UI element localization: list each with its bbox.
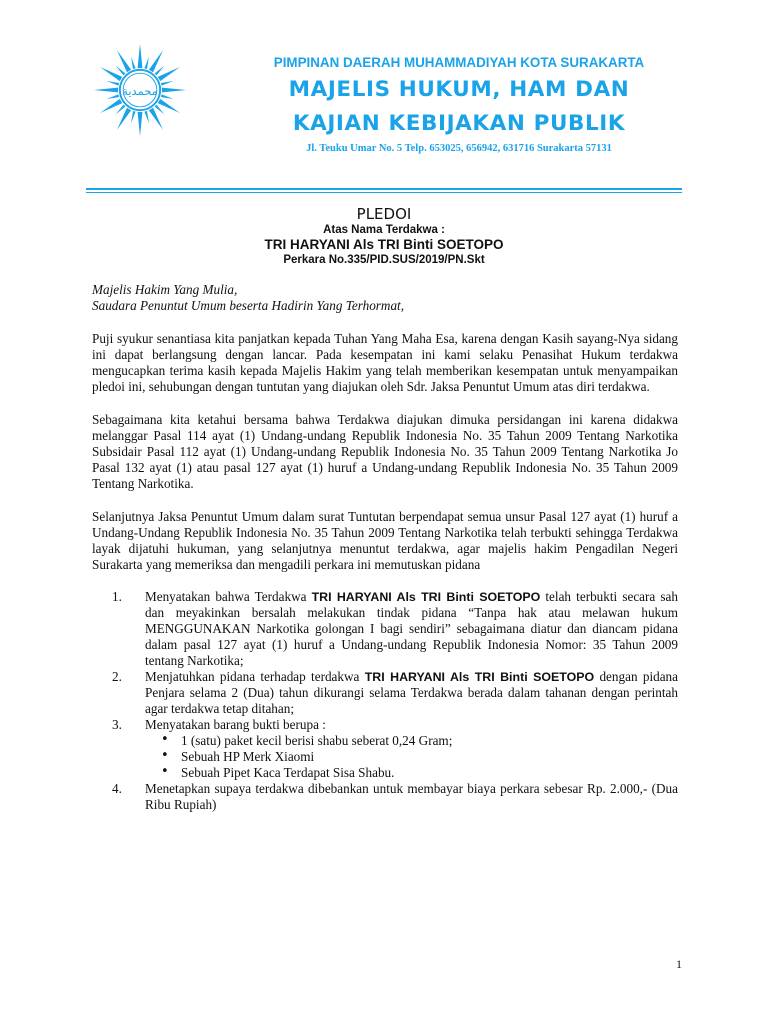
defendant-name-inline: TRI HARYANI Als TRI Binti SOETOPO	[311, 590, 541, 604]
logo-ray	[138, 112, 143, 136]
list-item: 1. Menyatakan bahwa Terdakwa TRI HARYANI Als TRI Binti SOETOPO telah terbukti secara sah dan meyakinkan bersalah melakukan tindak pidana “Tanpa hak atau melawan hukum MENGGUNAKAN Narkotika golongan I bagi sendiri” sebagaimana diatur dan diancam pidana dalam pasal 127 ayat (1) huruf a Undang-undang Republik Indonesia Nomor: 35 Tahun 2009 tentang Narkotika;	[112, 589, 679, 668]
header-divider-thin	[86, 192, 682, 193]
letterhead-address: Jl. Teuku Umar No. 5 Telp. 653025, 656942, 631716 Surakarta 57131	[306, 143, 612, 154]
muhammadiyah-sun-logo-icon	[92, 42, 188, 138]
logo-ray-small	[155, 66, 165, 76]
logo-ray-small	[107, 94, 119, 99]
list-item: 4. Menetapkan supaya terdakwa dibebankan untuk membayar biaya perkara sebesar Rp. 2.000,- (Dua Ribu Rupiah)	[112, 781, 678, 812]
council-name-line2: KAJIAN KEBIJAKAN PUBLIK	[292, 111, 626, 136]
logo-ray-small	[161, 81, 173, 86]
list-item: 3. Menyatakan barang bukti berupa : • 1 (satu) paket kecil berisi shabu seberat 0,24 Gram; • Sebuah HP Merk Xiaomi • Sebuah Pipet Kaca Terdapat Sisa Shabu.	[92, 717, 678, 781]
logo-ray-small	[116, 66, 126, 76]
logo-ray-small	[161, 94, 173, 99]
evidence-item: • Sebuah Pipet Kaca Terdapat Sisa Shabu.	[145, 765, 678, 781]
document-title: PLEDOI	[356, 205, 412, 223]
evidence-item: • 1 (satu) paket kecil berisi shabu seberat 0,24 Gram;	[145, 733, 678, 749]
logo-ray-small	[131, 111, 136, 123]
defendant-name: TRI HARYANI Als TRI Binti SOETOPO	[264, 237, 504, 252]
logo-ray-small	[144, 57, 149, 69]
logo-ray	[162, 88, 186, 93]
paragraph-charges: Sebagaimana kita ketahui bersama bahwa Terdakwa diajukan dimuka persidangan ini karena didakwa melanggar Pasal 114 ayat (1) Undang-undang Republik Indonesia No. 35 Tahun 2009 Tentang Narkotika Subsidair Pasal 112 ayat (1) Undang-undang Republik Indonesia No. 35 Tahun 2009 Tentang Narkotika Jo Pasal 132 ayat (1) atau pasal 127 ayat (1) huruf a Undang-undang Republik Indonesia No. 35 Tahun 2009 Tentang Narkotika.	[92, 412, 678, 491]
list-item: 2. Menjatuhkan pidana terhadap terdakwa TRI HARYANI Als TRI Binti SOETOPO dengan pidana Penjara selama 2 (Dua) tahun dikurangi selama Terdakwa berada dalam tahanan dengan perintah agar terdakwa tetap ditahan;	[112, 669, 679, 716]
on-behalf-label: Atas Nama Terdakwa :	[323, 224, 445, 236]
council-name-line1: MAJELIS HUKUM, HAM DAN	[288, 77, 630, 102]
salutation-judges: Majelis Hakim Yang Mulia,	[92, 282, 238, 297]
header-divider	[86, 188, 682, 190]
page-number: 1	[676, 957, 682, 971]
verdict-request-list	[92, 589, 678, 813]
evidence-item: • Sebuah HP Merk Xiaomi	[145, 749, 678, 765]
logo-ray	[94, 88, 118, 93]
logo-calligraphy: محمدية	[122, 83, 158, 98]
logo-ray-small	[107, 81, 119, 86]
logo-ray-small	[116, 105, 126, 115]
document-body	[92, 282, 678, 813]
case-number: Perkara No.335/PID.SUS/2019/PN.Skt	[283, 254, 485, 266]
logo-ray	[138, 44, 143, 68]
organization-name: PIMPINAN DAERAH MUHAMMADIYAH KOTA SURAKARTA	[273, 55, 645, 70]
salutation-prosecutor: Saudara Penuntut Umum beserta Hadirin Yang Terhormat,	[92, 298, 405, 313]
logo-ray-small	[155, 105, 165, 115]
defendant-name-inline: TRI HARYANI Als TRI Binti SOETOPO	[364, 670, 595, 684]
paragraph-opening: Puji syukur senantiasa kita panjatkan kepada Tuhan Yang Maha Esa, karena dengan Kasih sayang-Nya sidang ini dapat berlangsung dengan lancar. Pada kesempatan ini kami selaku Penasihat Hukum terdakwa mengucapkan terima kasih kepada Majelis Hakim yang telah memberikan kesempatan untuk menyampaikan pledoi ini, sehubungan dengan tuntutan yang diajukan oleh Sdr. Jaksa Penuntut Umum atas diri terdakwa.	[92, 331, 678, 394]
evidence-list	[145, 733, 678, 781]
logo-ray-small	[131, 57, 136, 69]
logo-ray-small	[144, 111, 149, 123]
paragraph-prosecution: Selanjutnya Jaksa Penuntut Umum dalam surat Tuntutan berpendapat semua unsur Pasal 127 ayat (1) huruf a Undang-Undang Republik Indonesia No. 35 Tahun 2009 Tentang Narkotika telah terbukti sehingga Terdakwa layak dijatuhi hukuman, yang selanjutnya menuntut terdakwa, agar majelis hakim Pengadilan Negeri Surakarta yang memeriksa dan mengadili perkara ini memutuskan pidana	[92, 509, 678, 572]
